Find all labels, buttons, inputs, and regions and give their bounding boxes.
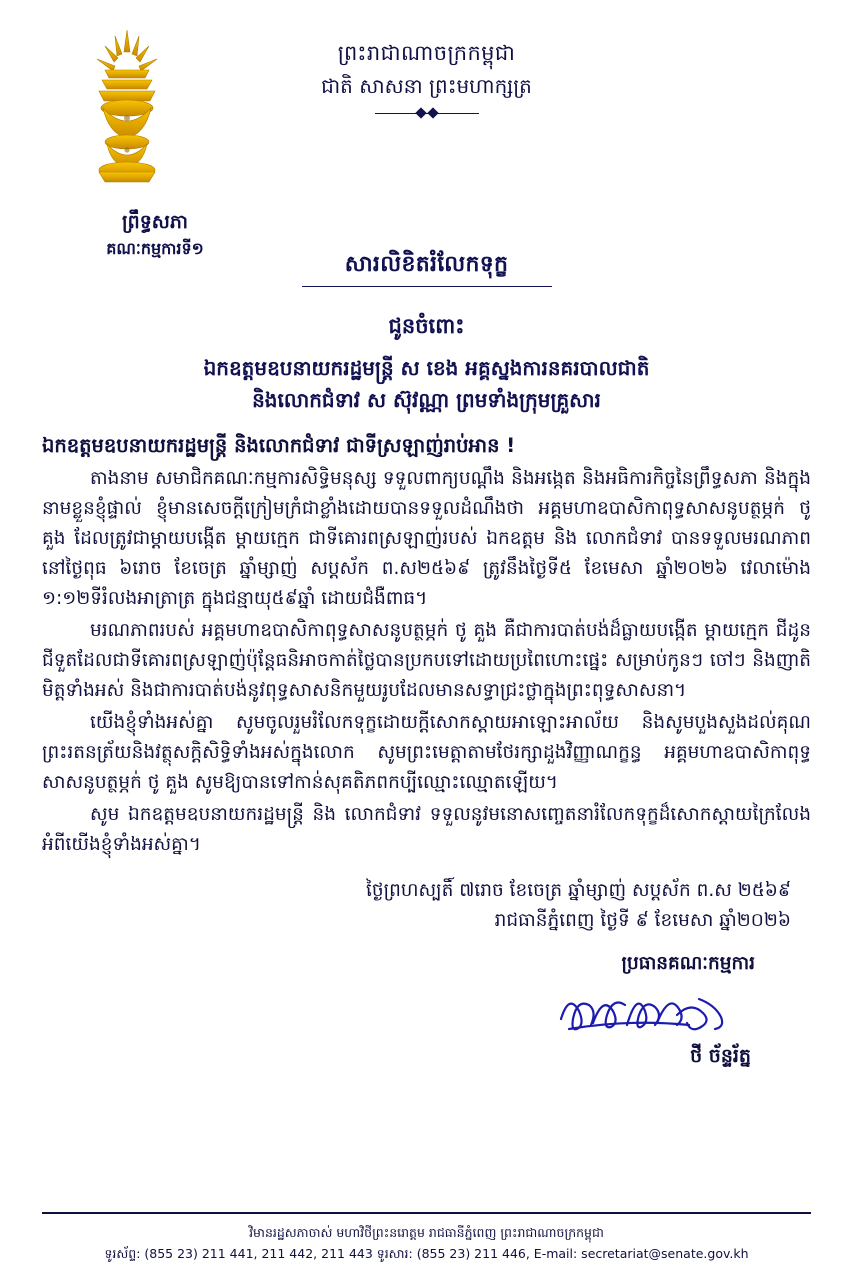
- body-paragraph-2: មរណភាពរបស់ អគ្គមហាឧបាសិកាពុទ្ធសាសនូបត្ថម្ភក់ ថូ គួង គឺជាការបាត់បង់ដ៏ធ្លាយបង្កើត ម្តាយក្មេក ជីដូន ជីទួតដែលជាទីគោរពស្រឡាញ់ប៉ុន្តែធនិអាចកាត់ថ្លៃបានប្រកបទៅដោយប្រពៃហោះផ្នេះ សម្រាប់កូនៗ ចៅៗ និងញាតិមិត្តទាំងអស់ និងជាការបាត់បង់នូវពុទ្ធសាសនិកមួយរូបដែលមានសទ្ធាជ្រះថ្លាក្នុងព្រះពុទ្ធសាសនា។: [42, 619, 811, 701]
- senate-committee: គណៈកម្មការទី១: [106, 239, 204, 259]
- closing-date-line2: រាជធានីភ្នំពេញ ថ្ងៃទី ៩ ខែមេសា ឆ្នាំ២០២៦: [494, 910, 791, 932]
- kingdom-line2: ជាតិ សាសនា ព្រះមហាក្សត្រ: [321, 73, 532, 98]
- signer-name: ថី ច័ន្ទរ័ត្ន: [690, 1045, 751, 1068]
- addressing-block: [42, 313, 811, 416]
- document-footer: [42, 1212, 811, 1265]
- footer-contact: ទូរស័ព្ទ: (855 23) 211 441, 211 442, 211 443 ទូរសារ: (855 23) 211 446, E-mail: secretariat@senate.gov.kh: [104, 1245, 749, 1261]
- signer-role: ប្រធានគណៈកម្មការ: [621, 952, 755, 974]
- addressing-recipient-line1: ឯកឧត្តមឧបនាយករដ្ឋមន្ត្រី ស ខេង អគ្គស្នងការនគរបាលជាតិ: [203, 356, 650, 381]
- doc-title-text: សារលិខិតរំលែកទុក្ខ: [344, 252, 509, 277]
- document-header: [42, 18, 811, 168]
- footer-divider: [42, 1212, 811, 1214]
- royal-emblem-icon: [72, 26, 182, 186]
- addressing-to-word: ជូនចំពោះ: [388, 314, 465, 339]
- title-underline: [302, 286, 552, 287]
- body-paragraph-3: យើងខ្ញុំទាំងអស់គ្នា សូមចូលរួមរំលែកទុក្ខដោយក្តីសោកស្តាយអាឡោះអាល័យ និងសូមបួងសួងដល់គុណព្រះរតនត្រ័យនិងវត្ថុសក្តិសិទ្ធិទាំងអស់ក្នុងលោក សូមព្រះមេត្តាតាមថែរក្សាដួងវិញ្ញាណក្ខន្ធ អគ្គមហាឧបាសិកាពុទ្ធសាសនូបត្ថម្ភក់ ថូ គួង សូមឱ្យបានទៅកាន់សុគតិភពកប្បីឈ្មោះឈ្មោតឡើយ។: [42, 711, 811, 793]
- closing-date-line1: ថ្ងៃព្រហស្បតិ៍ ៧រោច ខែចេត្រ ឆ្នាំម្សាញ់ សប្តស័ក ព.ស ២៥៦៩: [366, 879, 791, 901]
- body-salutation: ឯកឧត្តមឧបនាយករដ្ឋមន្ត្រី និងលោកជំទាវ ជាទីស្រឡាញ់រាប់អាន !: [42, 434, 516, 458]
- body-paragraph-4: សូម ឯកឧត្តមឧបនាយករដ្ឋមន្ត្រី និង លោកជំទាវ ទទួលនូវមនោសញ្ចេតនារំលែកទុក្ខដ៏សោកស្តាយក្រៃលែង អំពីយើងខ្ញុំទាំងអស់គ្នា។: [42, 803, 811, 855]
- senate-block: [40, 208, 270, 262]
- senate-institution: ព្រឹទ្ធសភា: [122, 211, 188, 233]
- document-body: [42, 430, 811, 859]
- body-paragraph-1: តាងនាម សមាជិកគណៈកម្មការសិទ្ធិមនុស្ស ទទួលពាក្យបណ្តឹង និងអង្កេត និងអធិការកិច្ចនៃព្រឹទ្ធសភា និងក្នុងនាមខ្លួនខ្ញុំផ្ទាល់ ខ្ញុំមានសេចក្តីក្រៀមក្រំជាខ្លាំងដោយបានទទួលដំណឹងថា អគ្គមហាឧបាសិកាពុទ្ធសាសនូបត្ថម្ភក់ ថូ គួង ដែលត្រូវជាម្តាយបង្កើត ម្តាយក្មេក ជាទីគោរពស្រឡាញ់របស់ ឯកឧត្តម និង លោកជំទាវ បានទទួលមរណភាព នៅថ្ងៃពុធ ៦រោច ខែចេត្រ ឆ្នាំម្សាញ់ សប្តស័ក ព.ស២៥៦៩ ត្រូវនឹងថ្ងៃទី៥ ខែមេសា ឆ្នាំ២០២៦ វេលាម៉ោង ១:១២ទីរំលងអាត្រាត្រ ក្នុងជន្មាយុ៥៩ឆ្នាំ ដោយជំងឺពាធ។: [42, 467, 811, 609]
- signature-icon: [42, 979, 791, 1041]
- closing-block: [42, 876, 811, 1073]
- footer-address: វិមានរដ្ឋសភាចាស់ មហាវិថីព្រះនរោត្តម រាជធានីភ្នំពេញ ព្រះរាជាណាចក្រកម្ពុជា: [249, 1224, 604, 1240]
- addressing-recipient-line2: និងលោកជំទាវ ស ស៊ុវណ្ណា ព្រមទាំងក្រុមគ្រួសារ: [252, 388, 601, 413]
- kingdom-line1: ព្រះរាជាណាចក្រកម្ពុជា: [337, 41, 516, 65]
- ornament-divider-icon: [367, 108, 487, 120]
